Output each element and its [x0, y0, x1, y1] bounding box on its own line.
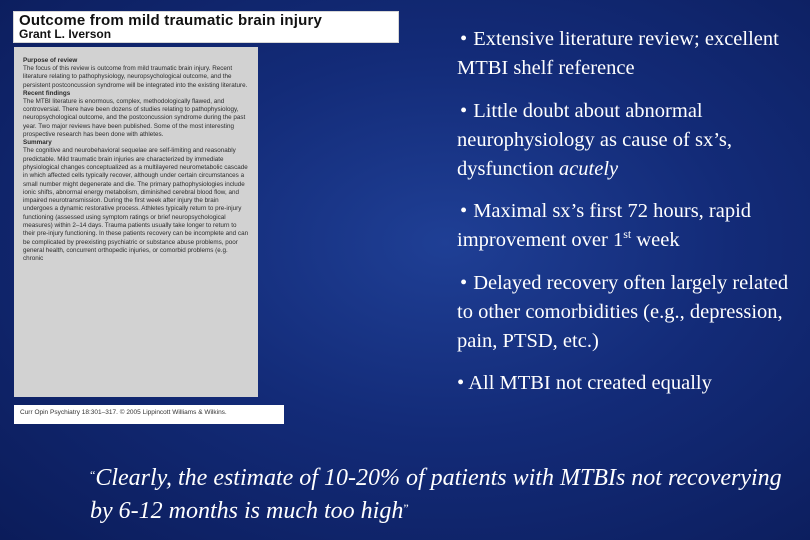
- bullet-list: [457, 25, 797, 412]
- abstract-text-findings: The MTBI literature is enormous, complex, methodologically flawed, and controversial. There have been dozens of studies relating to pathophysiology, neuropsychological outcome, and the postconcussion syndrome during the past year. Two major reviews have been published. Some of the most interesting prospective research has been done with athletes.: [23, 97, 246, 139]
- abstract-heading-summary: Summary: [23, 139, 52, 147]
- bullet-item: [457, 97, 797, 184]
- quote-text: Clearly, the estimate of 10-20% of patients with MTBIs not recoverying by 6-12 months is much too high: [90, 465, 782, 524]
- bullet-text: All MTBI not created equally: [468, 372, 712, 394]
- bullet-superscript: st: [623, 227, 632, 242]
- abstract-panel: [14, 47, 258, 397]
- quote-close-mark: ”: [403, 501, 409, 515]
- paper-author: Grant L. Iverson: [19, 27, 112, 41]
- bullet-text: Little doubt about abnormal neurophysiology as cause of sx’s, dysfunction: [457, 99, 732, 180]
- bullet-marker: •: [460, 200, 468, 222]
- quote-open-mark: “: [90, 468, 96, 482]
- bullet-item: [457, 197, 797, 255]
- highlight-quote: [90, 460, 800, 526]
- bullet-text: Delayed recovery often largely related to other comorbidities (e.g., depression, pain, PTSD, etc.): [457, 271, 789, 352]
- bullet-marker: •: [460, 99, 468, 122]
- bullet-emphasis: acutely: [558, 157, 619, 180]
- abstract-heading-purpose: Purpose of review: [23, 57, 78, 64]
- journal-citation: Curr Opin Psychiatry 18:301–317. © 2005 Lippincott Williams & Wilkins.: [14, 405, 284, 424]
- abstract-heading-findings: Recent findings: [23, 89, 71, 97]
- paper-title: Outcome from mild traumatic brain injury: [19, 12, 323, 29]
- bullet-text: Extensive literature review; excellent MTBI shelf reference: [457, 28, 779, 79]
- bullet-text: Maximal sx’s first 72 hours, rapid improvement over 1: [457, 200, 752, 251]
- bullet-text-after: week: [631, 229, 680, 251]
- bullet-item: [457, 369, 797, 398]
- abstract-text-purpose: The focus of this review is outcome from mild traumatic brain injury. Recent literature relating to pathophysiology, neuropsychological outcome, and the persistent postconcussion syndrome will be integrated into the existing literature.: [23, 65, 248, 89]
- bullet-marker: •: [460, 28, 468, 50]
- bullet-item: [457, 25, 797, 83]
- paper-title-banner: [13, 11, 399, 43]
- bullet-item: [457, 269, 797, 356]
- bullet-marker: •: [460, 271, 468, 294]
- bullet-marker: •: [457, 372, 465, 394]
- abstract-text-summary: The cognitive and neurobehavioral sequelae are self-limiting and reasonably predictable. Mild traumatic brain injuries are characterized by immediate physiological changes conceptualized as a multilayered neurometabolic cascade in which affected cells typically recover, although under certain circumstances a small number might degenerate and die. The primary pathophysiologies include ionic shifts, abnormal energy metabolism, diminished cerebral blood flow, and impaired neurotransmission. During the first week after injury the brain undergoes a dynamic restorative process. Athletes typically return to pre-injury functioning (assessed using symptom ratings or brief neuropsychological measures) within 2–14 days. Trauma patients usually take longer to return to their pre-injury functioning. In these patients recovery can be incomplete and can be complicated by preexisting psychiatric or substance abuse problems, poor general health, concurrent orthopedic injuries, or comorbid problems (e.g. chronic: [23, 147, 249, 263]
